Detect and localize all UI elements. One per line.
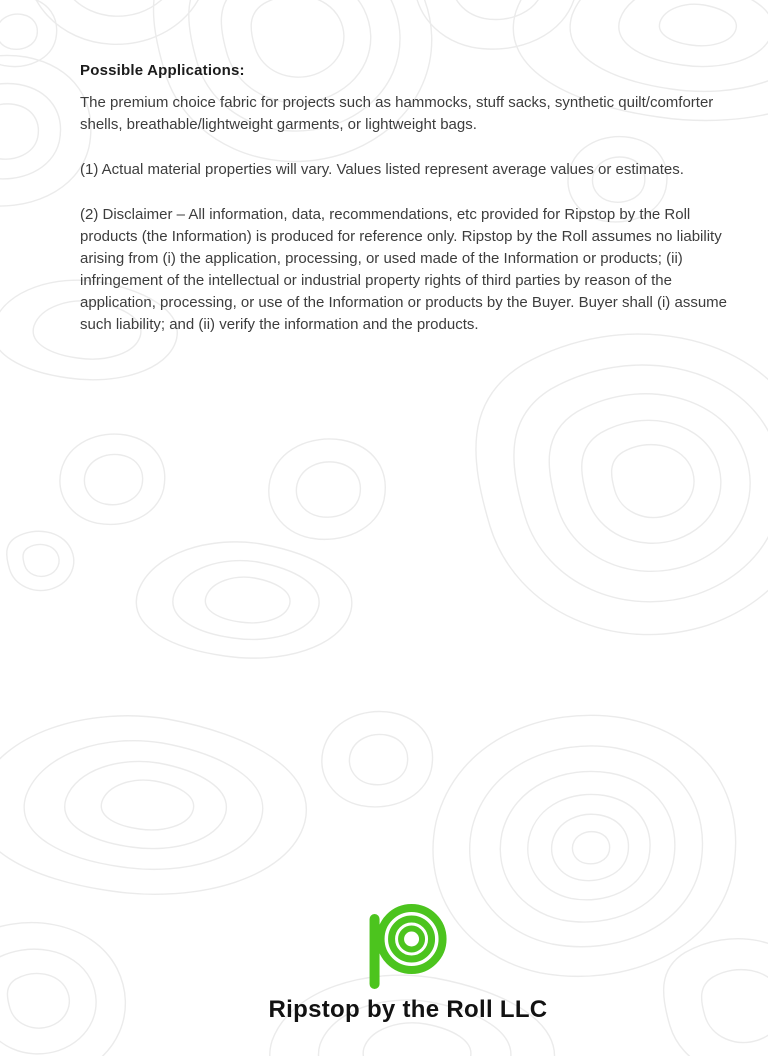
- logo-stem: [370, 914, 380, 989]
- possible-applications-heading: Possible Applications:: [80, 62, 245, 79]
- disclaimer-paragraph: (2) Disclaimer – All information, data, recommendations, etc provided for Ripstop by the Roll products (the Information) is produced for reference only. Ripstop by the Roll assumes no liability arising from (i) the application, processing, or used made of the Information or products; (ii) infringement of the intellectual or industrial property rights of third parties by reason of the application, processing, or use of the Information or products by the Buyer. Buyer shall (i) assume such liability; and (ii) verify the information and the products.: [80, 206, 727, 333]
- logo-middle-ring: [392, 919, 432, 959]
- company-name: Ripstop by the Roll LLC: [268, 996, 548, 1023]
- applications-paragraph: The premium choice fabric for projects such as hammocks, stuff sacks, synthetic quilt/comforter shells, breathable/lightweight garments, or lightweight bags.: [80, 94, 714, 133]
- footer: [269, 901, 548, 1024]
- logo-inner-ring: [401, 929, 422, 950]
- note-1-paragraph: (1) Actual material properties will vary. Values listed represent average values or estimates.: [80, 161, 684, 178]
- document-page: [0, 0, 768, 336]
- ripstop-spiral-p-logo-icon: [368, 901, 448, 989]
